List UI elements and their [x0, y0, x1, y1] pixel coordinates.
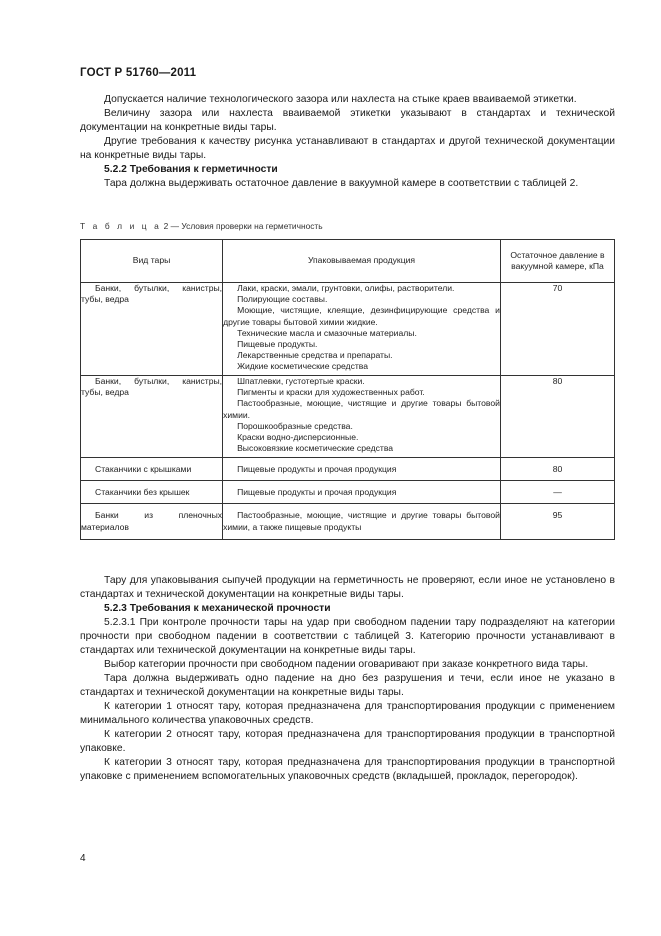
table-header-cell: Упаковываемая продукция — [223, 240, 501, 283]
paragraph: Тара должна выдерживать остаточное давление в вакуумной камере в соответствии с таблицей 2. — [104, 178, 579, 189]
products-cell — [223, 376, 501, 458]
table-caption-prefix: Т а б л и ц а — [80, 221, 162, 231]
paragraph: Тара должна выдерживать одно падение на дно без разрушения и течи, если иное не указано в стандартах и технической документации на конкретные виды тары. — [80, 673, 615, 698]
products-cell — [223, 458, 501, 481]
table-caption-title: 2 — Условия проверки на герметичность — [161, 221, 323, 231]
pressure-cell: — — [500, 481, 614, 504]
product-line: Краски водно-дисперсионные. — [237, 432, 359, 443]
product-line: Пищевые продукты и прочая продукция — [237, 464, 397, 474]
product-line: Лекарственные средства и препараты. — [237, 350, 393, 361]
container-type-cell: Стаканчики без крышек — [81, 481, 223, 504]
product-line: Пастообразные, моющие, чистящие и другие товары бытовой химии, а также пищевые продукты — [223, 510, 500, 532]
pressure-cell: 80 — [500, 458, 614, 481]
body-text — [80, 574, 615, 784]
paragraph: К категории 1 относят тару, которая предназначена для транспортирования продукции с применением минимального количества упаковочных средств. — [80, 701, 615, 726]
container-type-cell: Банки из пленочных материалов — [81, 504, 223, 540]
products-cell — [223, 283, 501, 376]
table-header-cell: Вид тары — [81, 240, 223, 283]
table-row — [81, 504, 615, 540]
products-cell — [223, 481, 501, 504]
pressure-cell: 95 — [500, 504, 614, 540]
product-line: Лаки, краски, эмали, грунтовки, олифы, растворители. — [237, 283, 455, 293]
paragraph: 5.2.3.1 При контроле прочности тары на удар при свободном падении тару подразделяют на категории прочности при свободном падении в соответствии с таблицей 3. Категорию прочности устанавливают в стандартах или технической документации на конкретные виды тары. — [80, 617, 615, 656]
pressure-table — [80, 239, 615, 540]
table-row — [81, 283, 615, 376]
product-line: Пигменты и краски для художественных работ. — [237, 387, 425, 398]
paragraph: Величину зазора или нахлеста вваиваемой этикетки указывают в стандартах и технической документации на конкретные виды тары. — [80, 108, 615, 133]
paragraph: Тару для упаковывания сыпучей продукции на герметичность не проверяют, если иное не установлено в стандартах и технической документации на конкретные виды тары. — [80, 575, 615, 600]
pressure-cell: 80 — [500, 376, 614, 458]
document-header: ГОСТ Р 51760—2011 — [80, 67, 197, 79]
intro-text — [80, 93, 615, 191]
product-line: Порошкообразные средства. — [237, 420, 353, 431]
product-line: Моющие, чистящие, клеящие, дезинфицирующие средства и другие товары бытовой химии жидкие. — [223, 305, 500, 327]
container-type-cell: Стаканчики с крышками — [81, 458, 223, 481]
paragraph: К категории 3 относят тару, которая предназначена для транспортирования продукции в транспортной упаковке с применением вспомогательных упаковочных средств (вкладышей, прокладок, перегородок). — [80, 757, 615, 782]
product-line: Полирующие составы. — [237, 294, 328, 305]
table-header-cell: Остаточное давление в вакуумной камере, кПа — [500, 240, 614, 283]
table-row — [81, 376, 615, 458]
table-caption — [80, 221, 323, 231]
product-line: Технические масла и смазочные материалы. — [237, 327, 417, 338]
page-number: 4 — [80, 853, 86, 864]
section-heading: 5.2.3 Требования к механической прочности — [104, 603, 331, 614]
section-heading: 5.2.2 Требования к герметичности — [104, 164, 278, 175]
table-header-row — [81, 240, 615, 283]
products-cell — [223, 504, 501, 540]
product-line: Жидкие косметические средства — [237, 361, 369, 372]
paragraph: Выбор категории прочности при свободном падении оговаривают при заказе конкретного вида тары. — [104, 659, 589, 670]
product-line: Высоковязкие косметические средства — [237, 443, 394, 454]
pressure-cell: 70 — [500, 283, 614, 376]
paragraph: К категории 2 относят тару, которая предназначена для транспортирования продукции в транспортной упаковке. — [80, 729, 615, 754]
container-type-cell: Банки, бутылки, канистры, тубы, ведра — [81, 283, 223, 376]
product-line: Пищевые продукты. — [237, 339, 318, 350]
table-row — [81, 481, 615, 504]
paragraph: Допускается наличие технологического зазора или нахлеста на стыке краев вваиваемой этикетки. — [104, 94, 577, 105]
container-type-cell: Банки, бутылки, канистры, тубы, ведра — [81, 376, 223, 458]
table-row — [81, 458, 615, 481]
product-line: Шпатлевки, густотертые краски. — [237, 376, 365, 386]
paragraph: Другие требования к качеству рисунка устанавливают в стандартах и другой технической документации на конкретные виды тары. — [80, 136, 615, 161]
product-line: Пищевые продукты и прочая продукция — [237, 487, 397, 498]
product-line: Пастообразные, моющие, чистящие и другие товары бытовой химии. — [223, 398, 500, 420]
